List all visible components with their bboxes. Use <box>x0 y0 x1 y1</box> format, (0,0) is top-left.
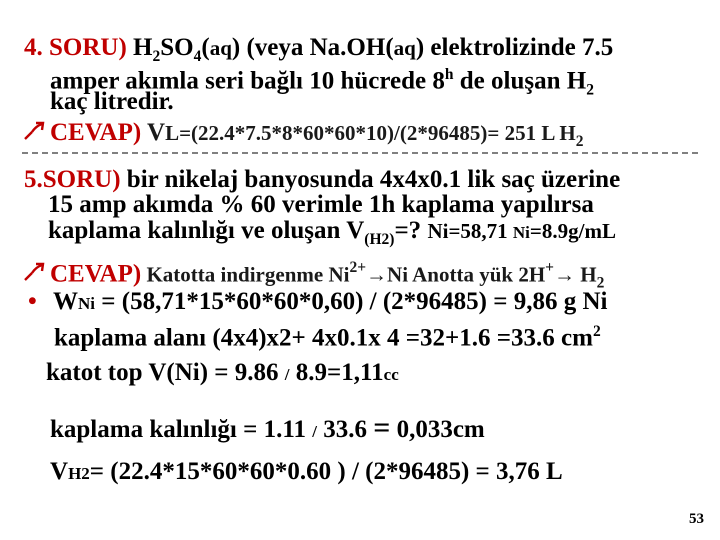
calc-thickness: kaplama kalınlığı = 1.11 / 33.6 = 0,033cm <box>50 411 485 444</box>
q5-line-1: 5.SORU) bir nikelaj banyosunda 4x4x0.1 lik saç üzerine <box>24 166 621 193</box>
q4-answer-label: CEVAP) <box>50 119 142 146</box>
q5-line-2: 15 amp akımda % 60 verimle 1h kaplama yapılırsa <box>48 191 594 218</box>
q5-label: 5.SORU) <box>24 166 121 193</box>
curved-arrow-icon <box>22 261 46 283</box>
q4-line-3: kaç litredir. <box>50 88 174 115</box>
calc-katot-volume: katot top V(Ni) = 9.86 / 8.9=1,11cc <box>46 359 399 386</box>
q5-line-3: kaplama kalınlığı ve oluşan $V_{(H2)}=$? Ni=58,71 Ni=8.9g/mL <box>48 217 616 248</box>
curved-arrow-icon <box>22 120 46 142</box>
q4-label: 4. SORU) <box>24 34 127 61</box>
section-divider <box>22 152 698 154</box>
q5-answer: CEVAP) Katotta indirgenme $Ni^{2+}\to Ni$ Anotta yük $2H^+\to H_2$ <box>22 254 604 297</box>
calc-area: kaplama alanı (4x4)x2+ 4x0.1x 4 =32+1.6 =33.6 $cm^2$ <box>54 323 601 352</box>
calc-vh2: VH2= (22.4*15*60*60*0.60 ) / (2*96485) = 3,76 L <box>50 458 563 485</box>
q5-answer-label: CEVAP) <box>50 260 142 288</box>
bullet-dot: • <box>28 288 37 315</box>
q4-answer: CEVAP) VL=(22.4*7.5*8*60*60*10)/(2*96485)= 251 L $H_2$ <box>22 119 584 156</box>
q4-line-1: 4. SORU) $H_2SO_4(aq)$ (veya Na.OH(aq) elektrolizinde 7.5 <box>24 34 614 65</box>
calc-w-ni: • WNi = (58,71*15*60*60*0,60) / (2*96485) = 9,86 g Ni <box>28 288 608 315</box>
q4-line-2: amper akımla seri bağlı 10 hücrede 8$^h$ de oluşan $H_2$ <box>50 66 594 99</box>
page-number: 53 <box>689 511 704 527</box>
